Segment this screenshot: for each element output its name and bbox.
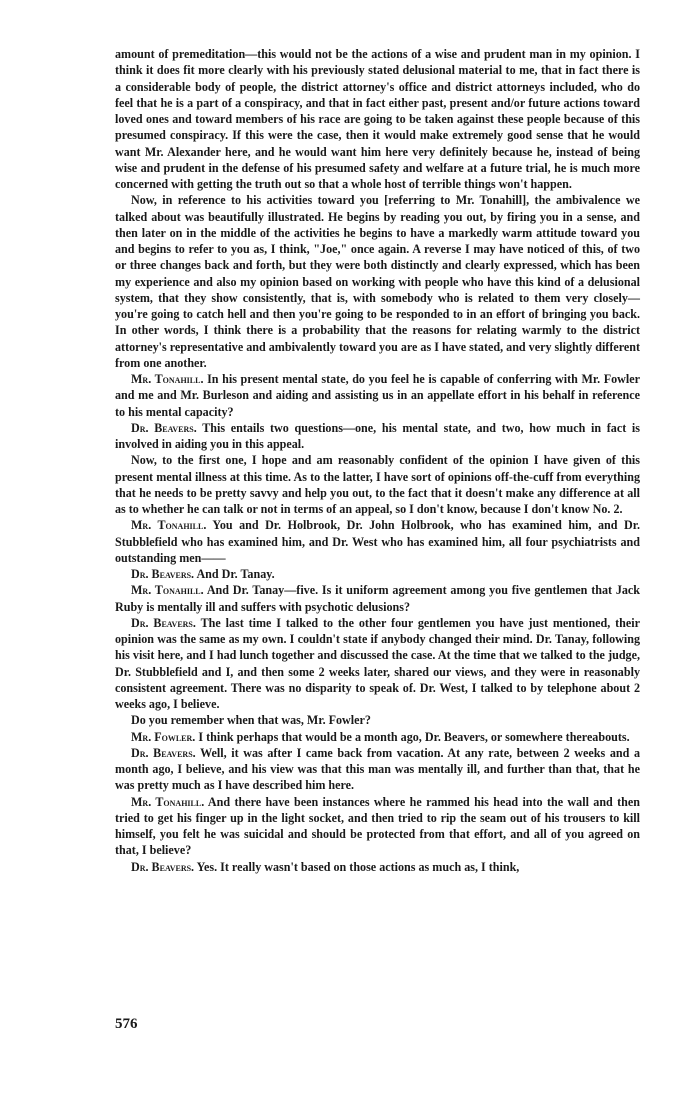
transcript-text	[115, 46, 640, 875]
speaker-label: Dr. Beavers.	[131, 567, 195, 581]
paragraph: Mr. Tonahill. You and Dr. Holbrook, Dr. John Holbrook, who has examined him, and Dr. Stubblefield who has examined him, and Dr. West who has examined him, all four psychiatrists and outstanding men——	[115, 518, 641, 565]
paragraph: amount of premeditation—this would not be the actions of a wise and prudent man in my opinion. I think it does fit more clearly with his previously stated delusional material to me, that in fact there is a considerable body of people, the district attorney's office and district attorneys included, who do feel that he is a part of a conspiracy, and that in fact either past, present and/or future actions toward loved ones and toward members of his race are going to be taken against these people because of this presumed conspiracy. If this were the case, then it would make extremely good sense that he would want Mr. Alexander here, and he would want him here very definitely because he, instead of being wise and prudent in the defense of his presumed safety and welfare at a future trial, he is much more concerned with getting the truth out so that a whole host of terrible things won't happen.	[115, 47, 640, 191]
speaker-label: Mr. Fowler.	[131, 729, 196, 744]
paragraph: Dr. Beavers. Well, it was after I came back from vacation. At any rate, between 2 weeks and a month ago, I believe, and his view was that this man was mentally ill, and further than that, that he was pretty much as I have described him here.	[115, 745, 640, 793]
paragraph: Mr. Tonahill. And Dr. Tanay—five. Is it uniform agreement among you five gentlemen that Jack Ruby is mentally ill and suffers with psychotic delusions?	[115, 583, 641, 614]
paragraph: Now, in reference to his activities toward you [referring to Mr. Tonahill], the ambivalence we talked about was beautifully illustrated. He begins by reading you out, by firing you in a sense, and then later on in the middle of the activities he begins to have a markedly warm attitude toward you and begins to refer to you as, I think, "Joe," once again. A reverse I may have noticed of this, of two or three changes back and forth, but they were both distinctly and clearly expressed, which has been my experience and also my opinion based on working with people who have this kind of a delusional system, that they show consistently, that is, with somebody who is related to them very closely—you're going to catch hell and then you're going to be responded to in an effort of bringing you back. In other words, I think there is a probability that the reasons for relating warmly to the district attorney's representative and ambivalently toward you are as I have stated, and very slightly different from one another.	[115, 193, 640, 370]
paragraph: Dr. Beavers. The last time I talked to the other four gentlemen you have just mentioned, their opinion was the same as my own. I couldn't state if anybody changed their mind. Dr. Tanay, following his visit here, and I had lunch together and discussed the case. At the time that we talked to the judge, Dr. Stubblefield and I, and then some 2 weeks later, shared our views, and they were in reasonably consistent agreement. There was no disparity to speak of. Dr. West, I talked to by telephone about 2 weeks ago, I believe.	[115, 615, 640, 711]
paragraph: Dr. Beavers. This entails two questions—one, his mental state, and two, how much in fact is involved in aiding you in this appeal.	[115, 420, 640, 451]
paragraph: Now, to the first one, I hope and am reasonably confident of the opinion I have given of this present mental illness at this time. As to the latter, I have sort of opinions off-the-cuff from everything that he needs to be pretty savvy and help you out, to the fact that it doesn't make any difference at all as to whether he can talk or not in terms of an appeal, so I don't know, because I don't know No. 2.	[115, 453, 640, 516]
paragraph: Dr. Beavers. And Dr. Tanay.	[131, 567, 275, 581]
speaker-label: Dr. Beavers.	[131, 859, 195, 874]
page-number: 576	[115, 1016, 138, 1032]
speaker-label: Dr. Beavers.	[131, 745, 196, 760]
paragraph: Mr. Tonahill. And there have been instances where he rammed his head into the wall and then tried to get his finger up in the light socket, and then tried to rip the seam out of his trousers to kill himself, you felt he was suicidal and should be protected from that effort, and all of you agreed on that, I believe?	[115, 794, 640, 858]
speaker-label: Mr. Tonahill.	[131, 583, 204, 598]
speaker-label: Mr. Tonahill.	[131, 794, 205, 809]
paragraph: Mr. Tonahill. In his present mental state, do you feel he is capable of conferring with Mr. Fowler and me and Mr. Burleson and aiding and assisting us in an appellate effort in his behalf in reference to his mental capacity?	[115, 372, 641, 419]
speaker-label: Dr. Beavers.	[131, 420, 197, 435]
paragraph: Dr. Beavers. Yes. It really wasn't based on those actions as much as, I think,	[131, 859, 520, 874]
paragraph: Mr. Fowler. I think perhaps that would be a month ago, Dr. Beavers, or somewhere thereabouts.	[131, 729, 630, 744]
speaker-label: Dr. Beavers.	[131, 615, 196, 630]
paragraph: Do you remember when that was, Mr. Fowler?	[131, 713, 371, 728]
speaker-label: Mr. Tonahill.	[131, 518, 207, 533]
speaker-label: Mr. Tonahill.	[131, 372, 204, 386]
